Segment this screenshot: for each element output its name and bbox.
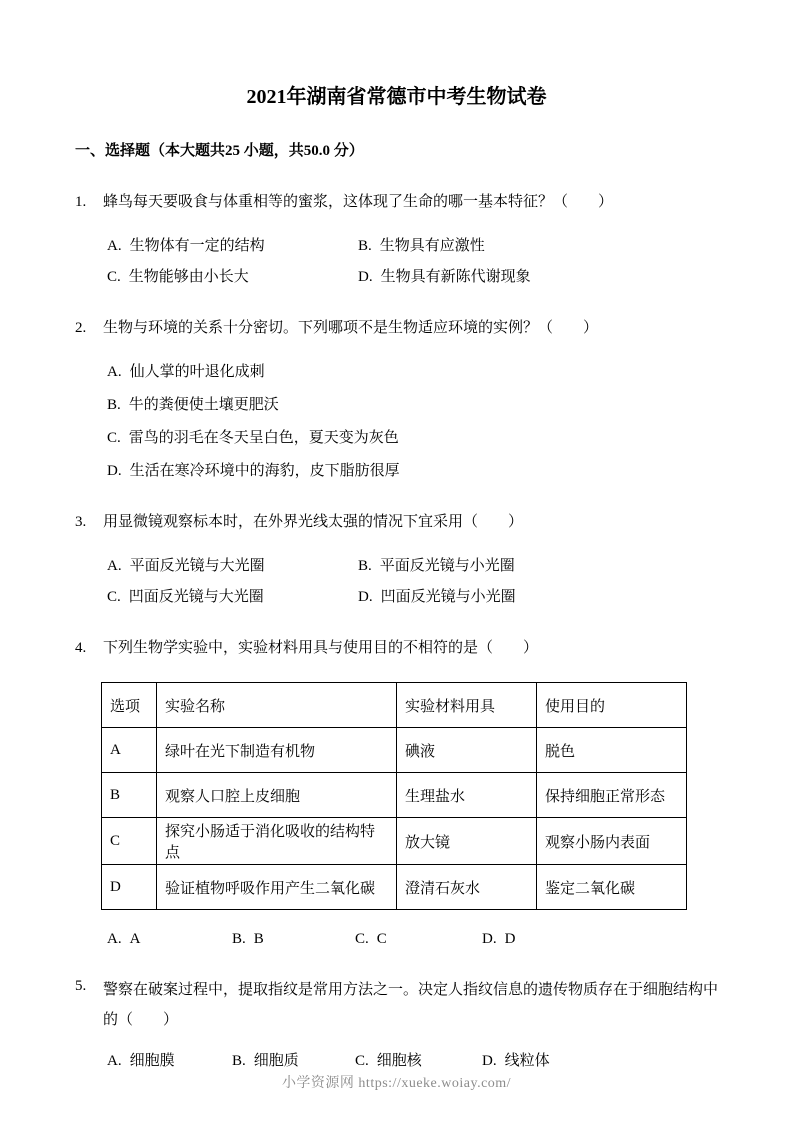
option-a bbox=[107, 362, 718, 382]
table-cell: 绿叶在光下制造有机物 bbox=[157, 728, 397, 773]
option-label: D. bbox=[482, 1053, 497, 1069]
option-text: 生物能够由小长大 bbox=[128, 269, 249, 285]
option-label: B. bbox=[107, 397, 121, 413]
table-cell: 保持细胞正常形态 bbox=[537, 773, 687, 818]
table-header-cell: 实验材料用具 bbox=[397, 683, 537, 728]
table-row bbox=[102, 773, 687, 818]
question-number: 3. bbox=[75, 514, 87, 530]
table-header-row bbox=[102, 683, 687, 728]
option-text: 仙人掌的叶退化成刺 bbox=[129, 364, 265, 380]
options bbox=[103, 362, 718, 481]
table-cell: 放大镜 bbox=[397, 818, 537, 865]
option-c bbox=[107, 428, 718, 448]
option-text: 生物具有应激性 bbox=[379, 238, 485, 254]
table-header-cell: 选项 bbox=[102, 683, 157, 728]
question-2 bbox=[75, 317, 718, 481]
option-text: 平面反光镜与大光圈 bbox=[129, 558, 265, 574]
option-text: 细胞质 bbox=[253, 1053, 299, 1069]
table-row bbox=[102, 728, 687, 773]
question-text: 用显微镜观察标本时，在外界光线太强的情况下宜采用（ ） bbox=[103, 514, 524, 530]
table-cell: 澄清石灰水 bbox=[397, 865, 537, 910]
option-text: 雷鸟的羽毛在冬天呈白色，夏天变为灰色 bbox=[128, 430, 399, 446]
option-text: 凹面反光镜与小光圈 bbox=[380, 589, 516, 605]
table-cell: 验证植物呼吸作用产生二氧化碳 bbox=[157, 865, 397, 910]
option-label: D. bbox=[482, 931, 497, 947]
option-text: 凹面反光镜与大光圈 bbox=[128, 589, 264, 605]
table-cell: 观察小肠内表面 bbox=[537, 818, 687, 865]
question-text: 下列生物学实验中，实验材料用具与使用目的不相符的是（ ） bbox=[103, 640, 539, 656]
option-label: D. bbox=[358, 589, 373, 605]
option-a bbox=[107, 236, 358, 256]
option-label: A. bbox=[107, 931, 122, 947]
option-label: C. bbox=[107, 430, 121, 446]
table-cell: 鉴定二氧化碳 bbox=[537, 865, 687, 910]
question-number: 5. bbox=[75, 978, 87, 994]
option-text: 线粒体 bbox=[504, 1053, 550, 1069]
option-label: D. bbox=[107, 463, 122, 479]
table-cell: B bbox=[102, 773, 157, 818]
table-row bbox=[102, 818, 687, 865]
options bbox=[103, 236, 718, 287]
question-text: 蜂鸟每天要吸食与体重相等的蜜浆，这体现了生命的哪一基本特征？（ ） bbox=[103, 194, 614, 210]
option-b bbox=[358, 236, 718, 256]
option-label: B. bbox=[358, 238, 372, 254]
option-text: 平面反光镜与小光圈 bbox=[379, 558, 515, 574]
table-cell: 探究小肠适于消化吸收的结构特点 bbox=[157, 818, 397, 865]
table-cell: D bbox=[102, 865, 157, 910]
option-label: C. bbox=[355, 1053, 369, 1069]
option-d bbox=[482, 929, 718, 949]
option-c bbox=[355, 1051, 482, 1071]
option-d bbox=[482, 1051, 718, 1071]
table-cell: 观察人口腔上皮细胞 bbox=[157, 773, 397, 818]
table-header-cell: 实验名称 bbox=[157, 683, 397, 728]
question-5 bbox=[75, 975, 718, 1071]
table-cell: 脱色 bbox=[537, 728, 687, 773]
page-title: 2021年湖南省常德市中考生物试卷 bbox=[246, 86, 547, 108]
question-number: 4. bbox=[75, 640, 87, 656]
option-text: 细胞核 bbox=[376, 1053, 422, 1069]
option-text: 细胞膜 bbox=[129, 1053, 175, 1069]
option-text: 牛的粪便使土壤更肥沃 bbox=[128, 397, 279, 413]
option-c bbox=[355, 929, 482, 949]
option-text: 生活在寒冷环境中的海豹，皮下脂肪很厚 bbox=[129, 463, 400, 479]
options bbox=[103, 929, 718, 949]
option-label: A. bbox=[107, 364, 122, 380]
option-text: 生物体有一定的结构 bbox=[129, 238, 265, 254]
option-a bbox=[107, 1051, 232, 1071]
option-d bbox=[358, 267, 718, 287]
table-cell: 生理盐水 bbox=[397, 773, 537, 818]
option-label: B. bbox=[232, 1053, 246, 1069]
table-cell: C bbox=[102, 818, 157, 865]
option-label: C. bbox=[355, 931, 369, 947]
question-number: 1. bbox=[75, 194, 87, 210]
table-row bbox=[102, 865, 687, 910]
option-d bbox=[107, 461, 718, 481]
question-4 bbox=[75, 637, 718, 949]
option-text: B bbox=[253, 931, 264, 947]
table-cell: 碘液 bbox=[397, 728, 537, 773]
option-label: D. bbox=[358, 269, 373, 285]
option-label: B. bbox=[232, 931, 246, 947]
options bbox=[103, 1051, 718, 1071]
option-b bbox=[358, 556, 718, 576]
option-b bbox=[232, 1051, 355, 1071]
table-header-cell: 使用目的 bbox=[537, 683, 687, 728]
question-text: 警察在破案过程中，提取指纹是常用方法之一。决定人指纹信息的遗传物质存在于细胞结构中的（ ） bbox=[103, 982, 719, 1028]
question-text: 生物与环境的关系十分密切。下列哪项不是生物适应环境的实例？（ ） bbox=[103, 320, 599, 336]
option-label: B. bbox=[358, 558, 372, 574]
option-c bbox=[107, 587, 358, 607]
section-header: 一、选择题（本大题共25 小题，共50.0 分） bbox=[75, 143, 364, 159]
option-label: A. bbox=[107, 1053, 122, 1069]
options bbox=[103, 556, 718, 607]
option-text: D bbox=[504, 931, 516, 947]
experiment-table bbox=[101, 682, 687, 910]
option-d bbox=[358, 587, 718, 607]
option-b bbox=[107, 395, 718, 415]
option-text: C bbox=[376, 931, 387, 947]
option-label: A. bbox=[107, 558, 122, 574]
option-label: C. bbox=[107, 589, 121, 605]
footer-watermark: 小学资源网 https://xueke.woiay.com/ bbox=[281, 1076, 512, 1091]
option-text: A bbox=[129, 931, 141, 947]
question-number: 2. bbox=[75, 320, 87, 336]
question-1 bbox=[75, 191, 718, 287]
table-cell: A bbox=[102, 728, 157, 773]
option-a bbox=[107, 556, 358, 576]
option-c bbox=[107, 267, 358, 287]
option-text: 生物具有新陈代谢现象 bbox=[380, 269, 531, 285]
option-b bbox=[232, 929, 355, 949]
question-3 bbox=[75, 511, 718, 607]
option-label: C. bbox=[107, 269, 121, 285]
option-label: A. bbox=[107, 238, 122, 254]
option-a bbox=[107, 929, 232, 949]
